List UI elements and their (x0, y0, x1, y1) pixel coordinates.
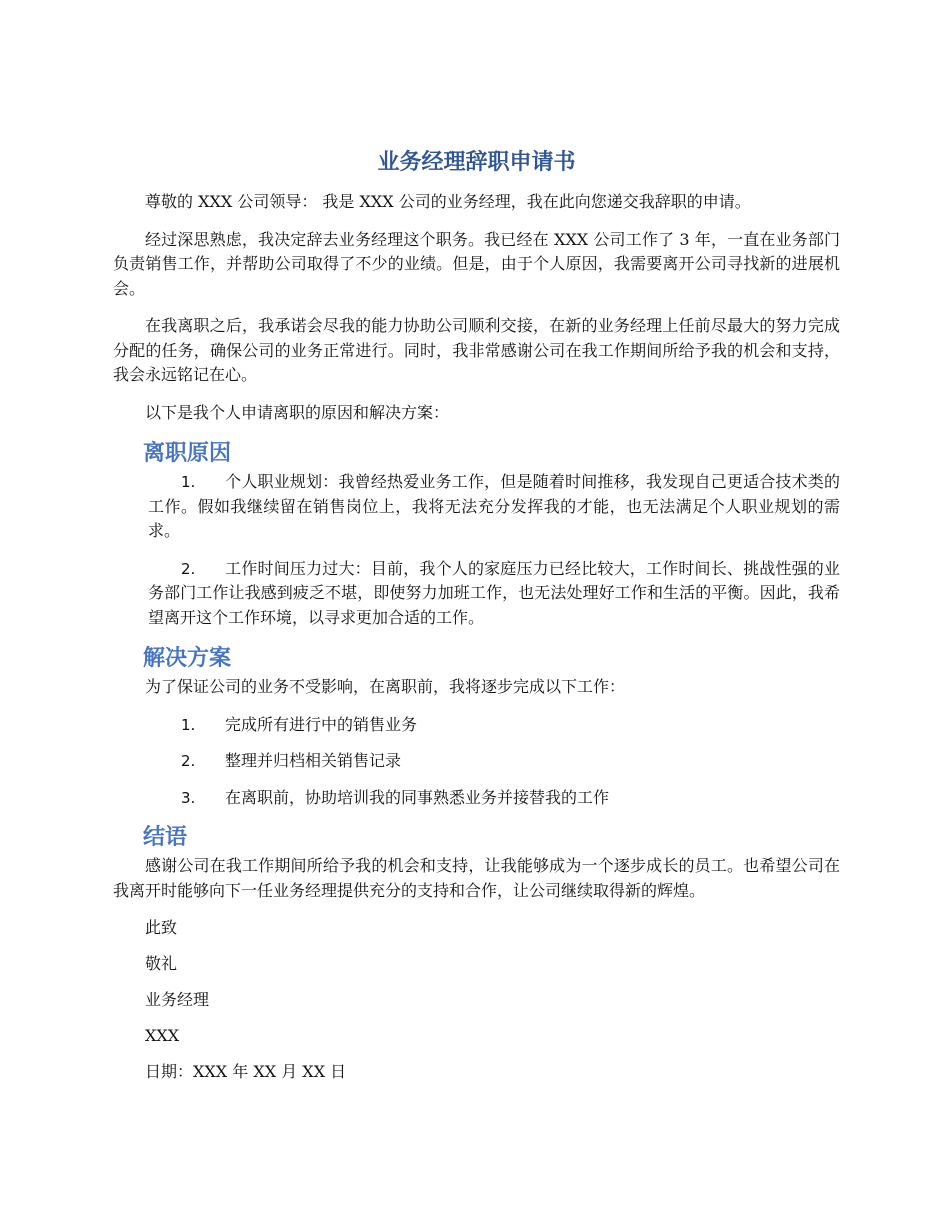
list-item (113, 786, 840, 811)
list-item-text: 整理并归档相关销售记录 (225, 751, 402, 770)
list-item-number: 3. (181, 788, 196, 807)
reason-item-1 (113, 470, 840, 544)
intro-paragraph: 尊敬的 XXX 公司领导： 我是 XXX 公司的业务经理，我在此向您递交我辞职的申请。 (145, 192, 751, 211)
document-title: 业务经理辞职申请书 (377, 150, 576, 175)
signature-name: XXX (145, 1026, 180, 1045)
section-heading-reasons: 离职原因 (143, 441, 232, 466)
closing-line-2: 敬礼 (145, 954, 178, 973)
body-paragraph-2: 在我离职之后，我承诺会尽我的能力协助公司顺利交接，在新的业务经理上任前尽最大的努力完成分配的任务，确保公司的业务正常进行。同时，我非常感谢公司在我工作期间所给予我的机会和支持，我会永远铭记在心。 (113, 316, 840, 384)
closing-block (113, 916, 840, 1085)
list-item (113, 749, 840, 774)
list-item-number: 1. (181, 715, 196, 734)
signature-date: 日期：XXX 年 XX 月 XX 日 (145, 1062, 347, 1081)
signature-role: 业务经理 (145, 990, 210, 1009)
section-heading-solutions: 解决方案 (143, 646, 232, 671)
reason-item-2 (113, 557, 840, 631)
reason-text: 个人职业规划：我曾经热爱业务工作，但是随着时间推移，我发现自己更适合技术类的工作。假如我继续留在销售岗位上，我将无法充分发挥我的才能，也无法满足个人职业规划的需求。 (148, 472, 840, 540)
reason-number: 2. (181, 559, 196, 578)
list-item-text: 完成所有进行中的销售业务 (225, 714, 418, 734)
closing-line-1: 此致 (145, 918, 178, 937)
document-page (113, 148, 840, 1096)
section-heading-conclusion: 结语 (143, 825, 188, 850)
solutions-intro: 为了保证公司的业务不受影响，在离职前，我将逐步完成以下工作： (145, 677, 626, 696)
solutions-list (113, 713, 840, 811)
reason-number: 1. (181, 473, 196, 491)
list-item (113, 713, 840, 738)
body-paragraph-1: 经过深思熟虑，我决定辞去业务经理这个职务。我已经在 XXX 公司工作了 3 年，一直在业务部门负责销售工作，并帮助公司取得了不少的业绩。但是，由于个人原因，我需要离开公司寻找新的进展机会。 (113, 229, 840, 298)
conclusion-paragraph: 感谢公司在我工作期间所给予我的机会和支持，让我能够成为一个逐步成长的员工。也希望公司在我离开时能够向下一任业务经理提供充分的支持和合作，让公司继续取得新的辉煌。 (113, 856, 840, 900)
body-paragraph-3: 以下是我个人申请离职的原因和解决方案： (145, 402, 450, 422)
reason-text: 工作时间压力过大：目前，我个人的家庭压力已经比较大，工作时间长、挑战性强的业务部门工作让我感到疲乏不堪，即使努力加班工作，也无法处理好工作和生活的平衡。因此，我希望离开这个工作环境，以寻求更加合适的工作。 (148, 558, 840, 627)
list-item-number: 2. (181, 752, 196, 770)
list-item-text: 在离职前，协助培训我的同事熟悉业务并接替我的工作 (225, 787, 610, 807)
